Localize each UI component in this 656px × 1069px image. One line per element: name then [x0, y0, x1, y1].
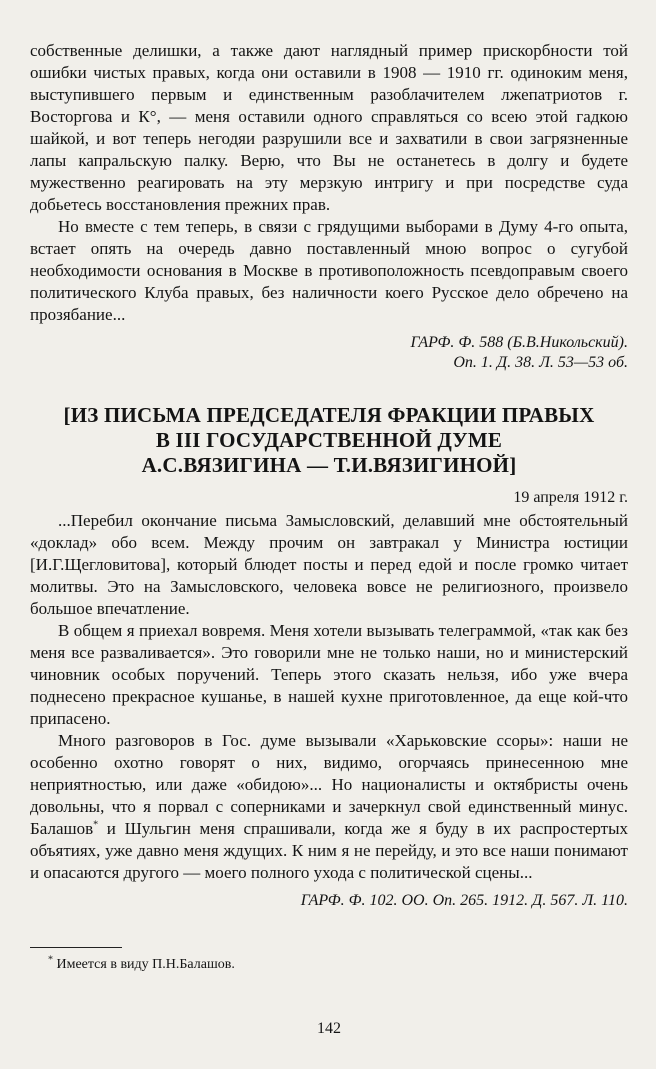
heading-line: [ИЗ ПИСЬМА ПРЕДСЕДАТЕЛЯ ФРАКЦИИ ПРАВЫХ — [63, 403, 595, 427]
citation-line: Оп. 1. Д. 38. Л. 53—53 об. — [453, 354, 628, 371]
page-number: 142 — [317, 1020, 341, 1037]
paragraph-3: ...Перебил окончание письма Замысловский, делавший мне обстоятельный «доклад» обо всем. Между прочим он завтракал у Министра юстиции [И.Г.Щегловитова], который блюдет посты и перед едой и после громко читает молитвы. Это на Замысловского, человека вовсе не религиозного, произвело большое впечатление. — [30, 511, 628, 618]
archive-citation-2: ГАРФ. Ф. 102. ОО. Оп. 265. 1912. Д. 567. Л. 110. — [300, 892, 628, 909]
heading-line: А.С.ВЯЗИГИНА — Т.И.ВЯЗИГИНОЙ] — [141, 453, 517, 477]
archive-citation-1 — [30, 333, 628, 373]
section-heading — [30, 403, 628, 478]
footnote-marker: * — [48, 954, 53, 966]
heading-line: В III ГОСУДАРСТВЕННОЙ ДУМЕ — [155, 428, 503, 452]
paragraph-1: собственные делишки, а также дают наглядный пример прискорбности той ошибки чистых правых, когда они оставили в 1908 — 1910 гг. одиноким меня, выступившего первым и единственным разоблачителем лжепатриотов г. Восторгова и К°, — меня оставили одного справляться со всею этой гадкою шайкой, и вот теперь негодяи разрушили все и захватили в свои загрязненные лапы капральскую палку. Верю, что Вы не останетесь в долгу и будете мужественно реагировать на эту мерзкую интригу и при посредстве суда добьетесь восстановления прежних прав. — [30, 41, 628, 214]
footnote — [48, 956, 628, 974]
paragraph-5-text-b: и Шульгин меня спрашивали, когда же я буду в их распростертых объятиях, уже давно меня ждущих. К ним я не перейду, и это все наши понимают и опасаются другого — моего полного ухода с политической сцены... — [30, 819, 628, 882]
paragraph-4: В общем я приехал вовремя. Меня хотели вызывать телеграммой, «так как без меня все разваливается». Это говорили мне не только наши, но и министерский чиновник особых поручений. Теперь этого сказать нельзя, ибо уже вчера поднесено прекрасное кушанье, в нашей кухне приготовленное, да еще кой-что припасено. — [30, 621, 628, 728]
paragraph-2: Но вместе с тем теперь, в связи с грядущими выборами в Думу 4-го опыта, встает опять на очередь давно поставленный мною вопрос о сугубой необходимости основания в Москве в противоположность псевдоправым своего политического Клуба правых, без наличности коего Русское дело обречено на прозябание... — [30, 217, 628, 324]
letter-date: 19 апреля 1912 г. — [513, 489, 628, 506]
paragraph-5 — [30, 730, 628, 884]
footnote-divider — [30, 947, 122, 948]
footnote-text: Имеется в виду П.Н.Балашов. — [53, 957, 235, 972]
footnote-ref-marker: * — [93, 819, 99, 831]
citation-line: ГАРФ. Ф. 588 (Б.В.Никольский). — [410, 334, 628, 351]
paragraph-5-text-a: Много разговоров в Гос. думе вызывали «Харьковские ссоры»: наши не особенно охотно говорят о них, видимо, огорчаясь принесенною мне неприятностью, или даже «обидою»... Но националисты и октябристы очень довольны, что я порвал с соперниками и зачеркнул свой единственный минус. Балашов — [30, 731, 628, 838]
document-page — [30, 40, 628, 1038]
